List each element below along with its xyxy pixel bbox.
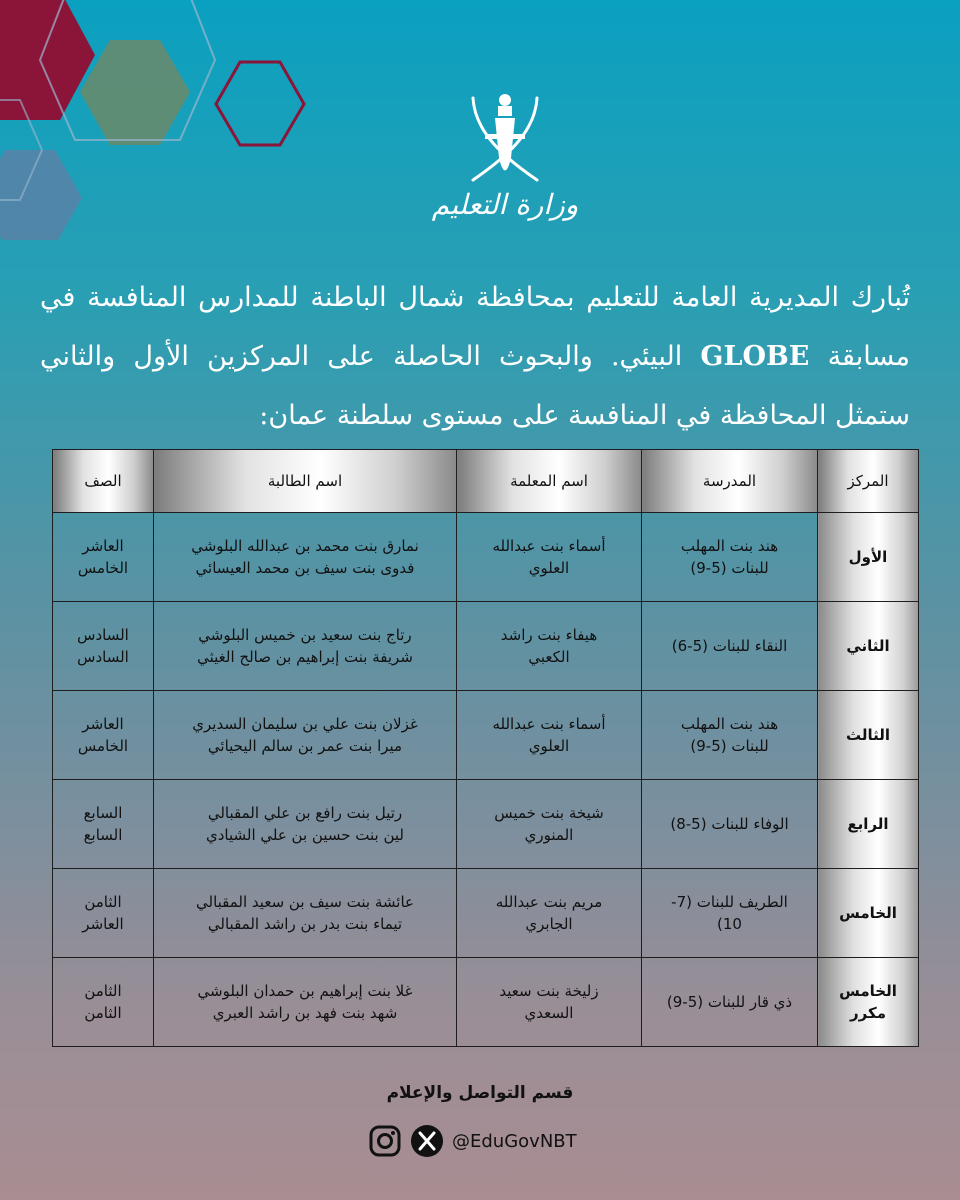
grade-cell: العاشر الخامس [53,691,154,780]
oman-emblem-icon [455,88,555,198]
rank-cell: الخامس مكرر [818,958,919,1047]
rank-cell: الرابع [818,780,919,869]
grade-cell: الثامن العاشر [53,869,154,958]
header-teacher: اسم المعلمة [457,450,642,513]
school-cell: النقاء للبنات (5-6) [642,602,818,691]
intro-paragraph [40,268,910,445]
teacher-cell: زليخة بنت سعيد السعدي [457,958,642,1047]
students-cell: رتيل بنت رافع بن علي المقبالي لين بنت حسين بن علي الشيادي [154,780,457,869]
ministry-name: وزارة التعليم [431,188,579,221]
instagram-icon[interactable] [368,1124,402,1158]
school-cell: ذي قار للبنات (5-9) [642,958,818,1047]
grade-cell: السادس السادس [53,602,154,691]
students-cell: نمارق بنت محمد بن عبدالله البلوشي فدوى بنت سيف بن محمد العيسائي [154,513,457,602]
rank-cell: الثالث [818,691,919,780]
results-table [52,449,919,1047]
social-handle[interactable]: @EduGovNBT [452,1130,577,1152]
school-cell: الوفاء للبنات (5-8) [642,780,818,869]
intro-text-start: تُبارك المديرية العامة للتعليم بمحافظة شمال الباطنة للمدارس المنافسة في مسابقة [40,282,910,372]
school-cell: الطريف للبنات (7- 10) [642,869,818,958]
header-school: المدرسة [642,450,818,513]
rank-cell: الثاني [818,602,919,691]
header-rank: المركز [818,450,919,513]
social-links [368,1124,577,1158]
grade-cell: العاشر الخامس [53,513,154,602]
teacher-cell: مريم بنت عبدالله الجابري [457,869,642,958]
x-icon[interactable] [410,1124,444,1158]
decorative-hexagons [0,0,320,240]
department-name: قسم التواصل والإعلام [386,1083,574,1103]
rank-cell: الخامس [818,869,919,958]
table-row [53,602,919,691]
teacher-cell: أسماء بنت عبدالله العلوي [457,691,642,780]
students-cell: غزلان بنت علي بن سليمان السديري ميرا بنت عمر بن سالم اليحيائي [154,691,457,780]
table-header-row [53,450,919,513]
grade-cell: الثامن الثامن [53,958,154,1047]
students-cell: غلا بنت إبراهيم بن حمدان البلوشي شهد بنت فهد بن راشد العبري [154,958,457,1047]
teacher-cell: هيفاء بنت راشد الكعبي [457,602,642,691]
globe-highlight: GLOBE [700,341,810,372]
table-row [53,513,919,602]
table-row [53,691,919,780]
table-row [53,869,919,958]
teacher-cell: أسماء بنت عبدالله العلوي [457,513,642,602]
rank-cell: الأول [818,513,919,602]
table-row [53,958,919,1047]
school-cell: هند بنت المهلب للبنات (5-9) [642,691,818,780]
students-cell: رتاج بنت سعيد بن خميس البلوشي شريفة بنت إبراهيم بن صالح الغيثي [154,602,457,691]
grade-cell: السابع السابع [53,780,154,869]
header-students: اسم الطالبة [154,450,457,513]
header-grade: الصف [53,450,154,513]
intro-text-end: البيئي. والبحوث الحاصلة على المركزين الأول والثاني ستمثل المحافظة في المنافسة على مستوى سلطنة عمان: [40,341,910,431]
school-cell: هند بنت المهلب للبنات (5-9) [642,513,818,602]
students-cell: عائشة بنت سيف بن سعيد المقبالي تيماء بنت بدر بن راشد المقبالي [154,869,457,958]
teacher-cell: شيخة بنت خميس المنوري [457,780,642,869]
table-row [53,780,919,869]
